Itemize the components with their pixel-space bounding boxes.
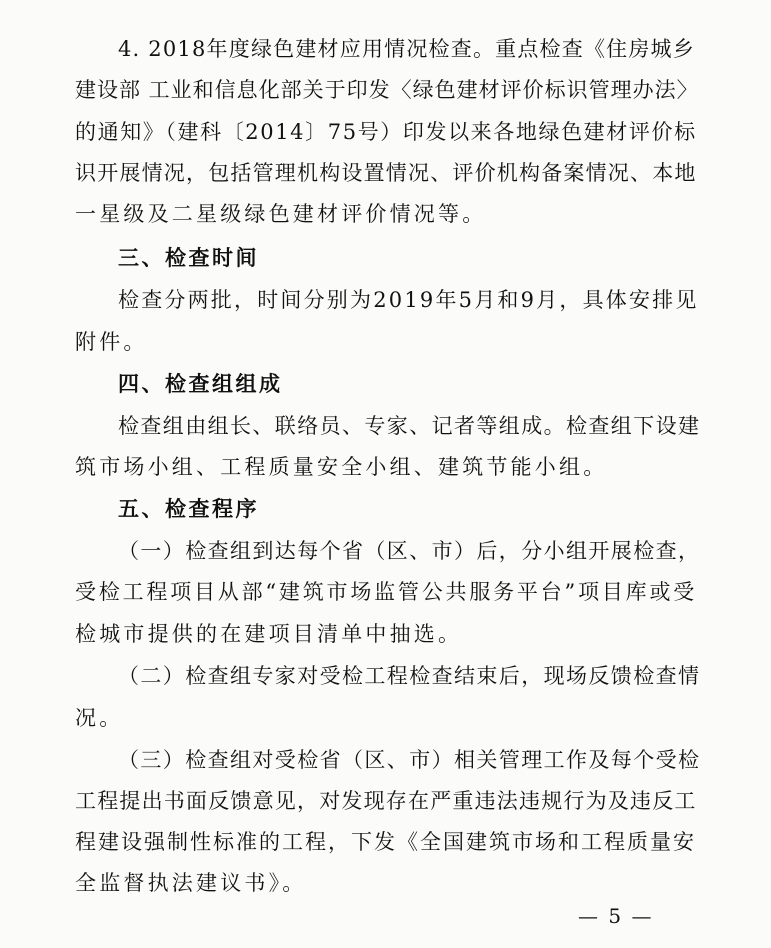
section-4-line-1: 检查组由组长、联络员、专家、记者等组成。检查组下设建 [118,414,701,438]
page-number: — 5 — [578,904,654,928]
section-5-item-3-line-3: 程建设强制性标准的工程，下发《全国建筑市场和工程质量安 [75,830,696,854]
paragraph-4-line-4: 识开展情况，包括管理机构设置情况、评价机构备案情况、本地 [75,161,697,185]
section-5-item-2-line-2: 况。 [75,706,124,730]
section-3-heading: 三、检查时间 [118,246,259,270]
section-5-item-1-line-1: （一）检查组到达每个省（区、市）后，分小组开展检查， [118,539,701,563]
section-5-item-3-line-2: 工程提出书面反馈意见，对发现存在严重违法违规行为及违反工 [75,789,697,813]
section-5-heading: 五、检查程序 [118,497,259,521]
section-3-line-2: 附件。 [75,330,148,354]
section-4-line-2: 筑市场小组、工程质量安全小组、建筑节能小组。 [75,455,608,479]
paragraph-4-line-1: 4. 2018年度绿色建材应用情况检查。重点检查《住房城乡 [118,37,695,61]
paragraph-4-line-2: 建设部 工业和信息化部关于印发〈绿色建材评价标识管理办法〉 [75,78,699,102]
paragraph-4-line-3: 的通知》（建科〔2014〕75号）印发以来各地绿色建材评价标 [75,120,697,144]
section-5-item-1-line-3: 检城市提供的在建项目清单中抽选。 [75,622,463,646]
section-4-heading: 四、检查组组成 [118,372,283,396]
section-5-item-3-line-4: 全监督执法建议书》。 [75,871,307,895]
section-5-item-1-line-2: 受检工程项目从部“建筑市场监管公共服务平台”项目库或受 [75,580,698,604]
paragraph-4-line-5: 一星级及二星级绿色建材评价情况等。 [75,202,487,226]
section-5-item-2-line-1: （二）检查组专家对受检工程检查结束后，现场反馈检查情 [118,664,701,688]
section-3-line-1: 检查分两批，时间分别为2019年5月和9月，具体安排见 [118,288,699,312]
section-5-item-3-line-1: （三）检查组对受检省（区、市）相关管理工作及每个受检 [118,748,701,772]
